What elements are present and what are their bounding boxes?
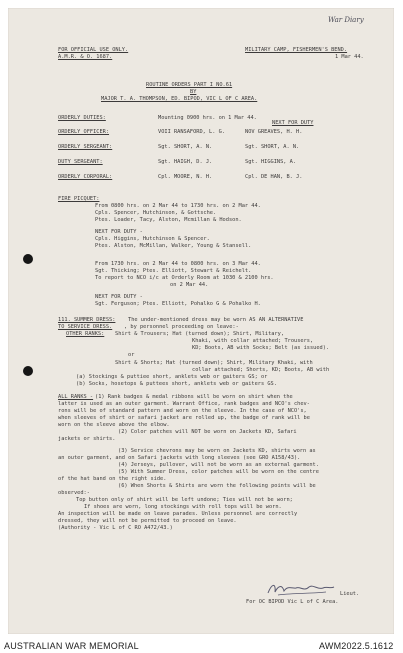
duty-row-label: DUTY SERGEANT: xyxy=(58,159,103,165)
all-ranks-line: observed:- xyxy=(58,490,90,496)
summer-dress-line: , by personnel proceeding on leave:- xyxy=(124,324,239,330)
header-official-use: FOR OFFICIAL USE ONLY. xyxy=(58,47,129,53)
header-location: MILITARY CAMP, FISHERMEN'S BEND. xyxy=(245,47,348,53)
fire-picquet-line: From 0800 hrs. on 2 Mar 44 to 1730 hrs. on 2 Mar 44. xyxy=(95,203,261,209)
summer-dress-line: Shirt & Shorts; Hat (turned down); Shirt, Military Khaki, with xyxy=(115,360,313,366)
summer-dress-line: or xyxy=(128,352,135,358)
header-amr-ref: A.M.R. & O. 1687. xyxy=(58,54,113,60)
duty-row-next: NOV GREAVES, H. H. xyxy=(245,129,303,135)
all-ranks-line: latter is used as an outer garment. Warrant Office, rank badges and NCO's chev- xyxy=(58,401,310,407)
fire-picquet-line: Ptes. Alston, McMillan, Walker, Young & Stansell. xyxy=(95,243,252,249)
all-ranks-line: (2) Color patches will NOT be worn on Jackets KD, Safari xyxy=(118,429,297,435)
duty-row-value: Sgt. HAIGH, D. J. xyxy=(158,159,213,165)
duty-row-label: ORDERLY SERGEANT: xyxy=(58,144,113,150)
fire-picquet-line: Sgt. Ferguson; Ptes. Elliott, Pohalko G & Pohalko H. xyxy=(95,301,261,307)
fire-picquet-line: NEXT FOR DUTY - xyxy=(95,229,143,235)
all-ranks-line: of the hat band on the right side. xyxy=(58,476,167,482)
punch-hole-bottom xyxy=(23,366,33,376)
all-ranks-line: rons will be of standard pattern and worn on the sleeve. In the case of NCO's, xyxy=(58,408,307,414)
fire-picquet-line: To report to NCO i/c at Orderly Room at 1030 & 2100 hrs. xyxy=(95,275,274,281)
duty-row-next: Cpl. DE HAN, B. J. xyxy=(245,174,303,180)
summer-dress-line: KD; Boots, AB with Socks; Belt (as issued). xyxy=(192,345,330,351)
all-ranks-label: ALL RANKS - xyxy=(58,394,94,400)
next-for-duty-heading: NEXT FOR DUTY xyxy=(272,120,314,126)
all-ranks-line: An inspection will be made on leave parades. Unless personnel are correctly xyxy=(58,511,298,517)
fire-picquet-line: Ptes. Loader, Tacy, Alston, Mcmillan & Hodson. xyxy=(95,217,242,223)
all-ranks-line: an outer garment, and on Safari jackets with long sleeves (see GRO A158/43). xyxy=(58,455,301,461)
summer-dress-line: The under-mentioned dress may be worn AS AN ALTERNATIVE xyxy=(128,317,304,323)
all-ranks-line: (5) With Summer Dress, color patches will be worn on the centre xyxy=(118,469,319,475)
duties-mounting: Mounting 0900 hrs. on 1 Mar 44. xyxy=(158,115,257,121)
duty-row-value: Sgt. SHORT, A. N. xyxy=(158,144,213,150)
all-ranks-line: worn on the sleeve above the elbow. xyxy=(58,422,170,428)
summer-dress-line: (a) Stockings & puttiee short, anklets web or gaiters GS; or xyxy=(76,374,268,380)
summer-dress-heading-2: TO SERVICE DRESS. xyxy=(58,324,113,330)
summer-dress-line: (b) Socks, hosetops & puttees short, anklets web or gaiters GS. xyxy=(76,381,277,387)
summer-dress-heading: 111. SUMMER DRESS: xyxy=(58,317,116,323)
duty-row-next: Sgt. HIGGINS, A. xyxy=(245,159,297,165)
summer-dress-line: collar attached; Shorts, KD; Boots, AB with xyxy=(192,367,330,373)
all-ranks-line: (6) When Shorts & Shirts are worn the following points will be xyxy=(118,483,316,489)
authority-line: (Authority - Vic L of C RO A472/43.) xyxy=(58,525,173,531)
handwritten-note: War Diary xyxy=(328,16,364,24)
all-ranks-line: Top button only of shirt will be left undone; Ties will not be worn; xyxy=(76,497,293,503)
header-date: 1 Mar 44. xyxy=(335,54,364,60)
footer-catalog-id: AWM2022.5.1612 xyxy=(319,641,394,651)
fire-picquet-line: Cpls. Spencer, Hutchinson, & Gottsche. xyxy=(95,210,217,216)
title-by: BY xyxy=(190,89,197,95)
punch-hole-top xyxy=(23,254,33,264)
fire-picquet-line: on 2 Mar 44. xyxy=(170,282,209,288)
fire-picquet-line: Sgt. Thicking; Ptes. Elliott, Stewart & Reichelt. xyxy=(95,268,252,274)
title-issuer: MAJOR T. A. THOMPSON, ED. BIPOD, VIC L OF C AREA. xyxy=(101,96,258,102)
summer-dress-line: Khaki, with collar attached; Trousers, xyxy=(192,338,314,344)
signature-line: For OC BIPOD Vic L of C Area. xyxy=(246,599,339,605)
fire-picquet-label: FIRE PICQUET: xyxy=(58,196,100,202)
all-ranks-line: jackets or shirts. xyxy=(58,436,116,442)
footer-institution: AUSTRALIAN WAR MEMORIAL xyxy=(4,641,139,651)
title-routine-orders: ROUTINE ORDERS PART I NO.61 xyxy=(146,82,233,88)
duty-row-value: VOII RANSAFORD, L. G. xyxy=(158,129,225,135)
summer-dress-line: Shirt & Trousers; Hat (turned down); Shirt, Military, xyxy=(115,331,285,337)
signature-rank: Lieut. xyxy=(340,591,360,597)
fire-picquet-line: From 1730 hrs. on 2 Mar 44 to 0800 hrs. on 3 Mar 44. xyxy=(95,261,261,267)
duty-row-label: ORDERLY CORPORAL: xyxy=(58,174,113,180)
other-ranks-heading: OTHER RANKS: xyxy=(66,331,105,337)
all-ranks-line: (4) Jerseys, pullover, will not be worn as an external garment. xyxy=(118,462,319,468)
all-ranks-line: when sleeves of shirt or safari jacket are rolled up, the badge of rank will be xyxy=(58,415,310,421)
all-ranks-line: (1) Rank badges & medal ribbons will be worn on shirt when the xyxy=(95,394,293,400)
duties-label: ORDERLY DUTIES: xyxy=(58,115,106,121)
handwritten-signature xyxy=(266,580,336,598)
all-ranks-line: If shoes are worn, long stockings with roll tops will be worn. xyxy=(84,504,282,510)
duty-row-next: Sgt. SHORT, A. N. xyxy=(245,144,300,150)
fire-picquet-line: NEXT FOR DUTY - xyxy=(95,294,143,300)
all-ranks-line: dressed, they will not be permitted to proceed on leave. xyxy=(58,518,237,524)
duty-row-label: ORDERLY OFFICER: xyxy=(58,129,110,135)
all-ranks-line: (3) Service chevrons may be worn on Jackets KD, shirts worn as xyxy=(118,448,316,454)
fire-picquet-line: Cpls. Higgins, Hutchinson & Spencer. xyxy=(95,236,210,242)
duty-row-value: Cpl. MOORE, N. H. xyxy=(158,174,213,180)
